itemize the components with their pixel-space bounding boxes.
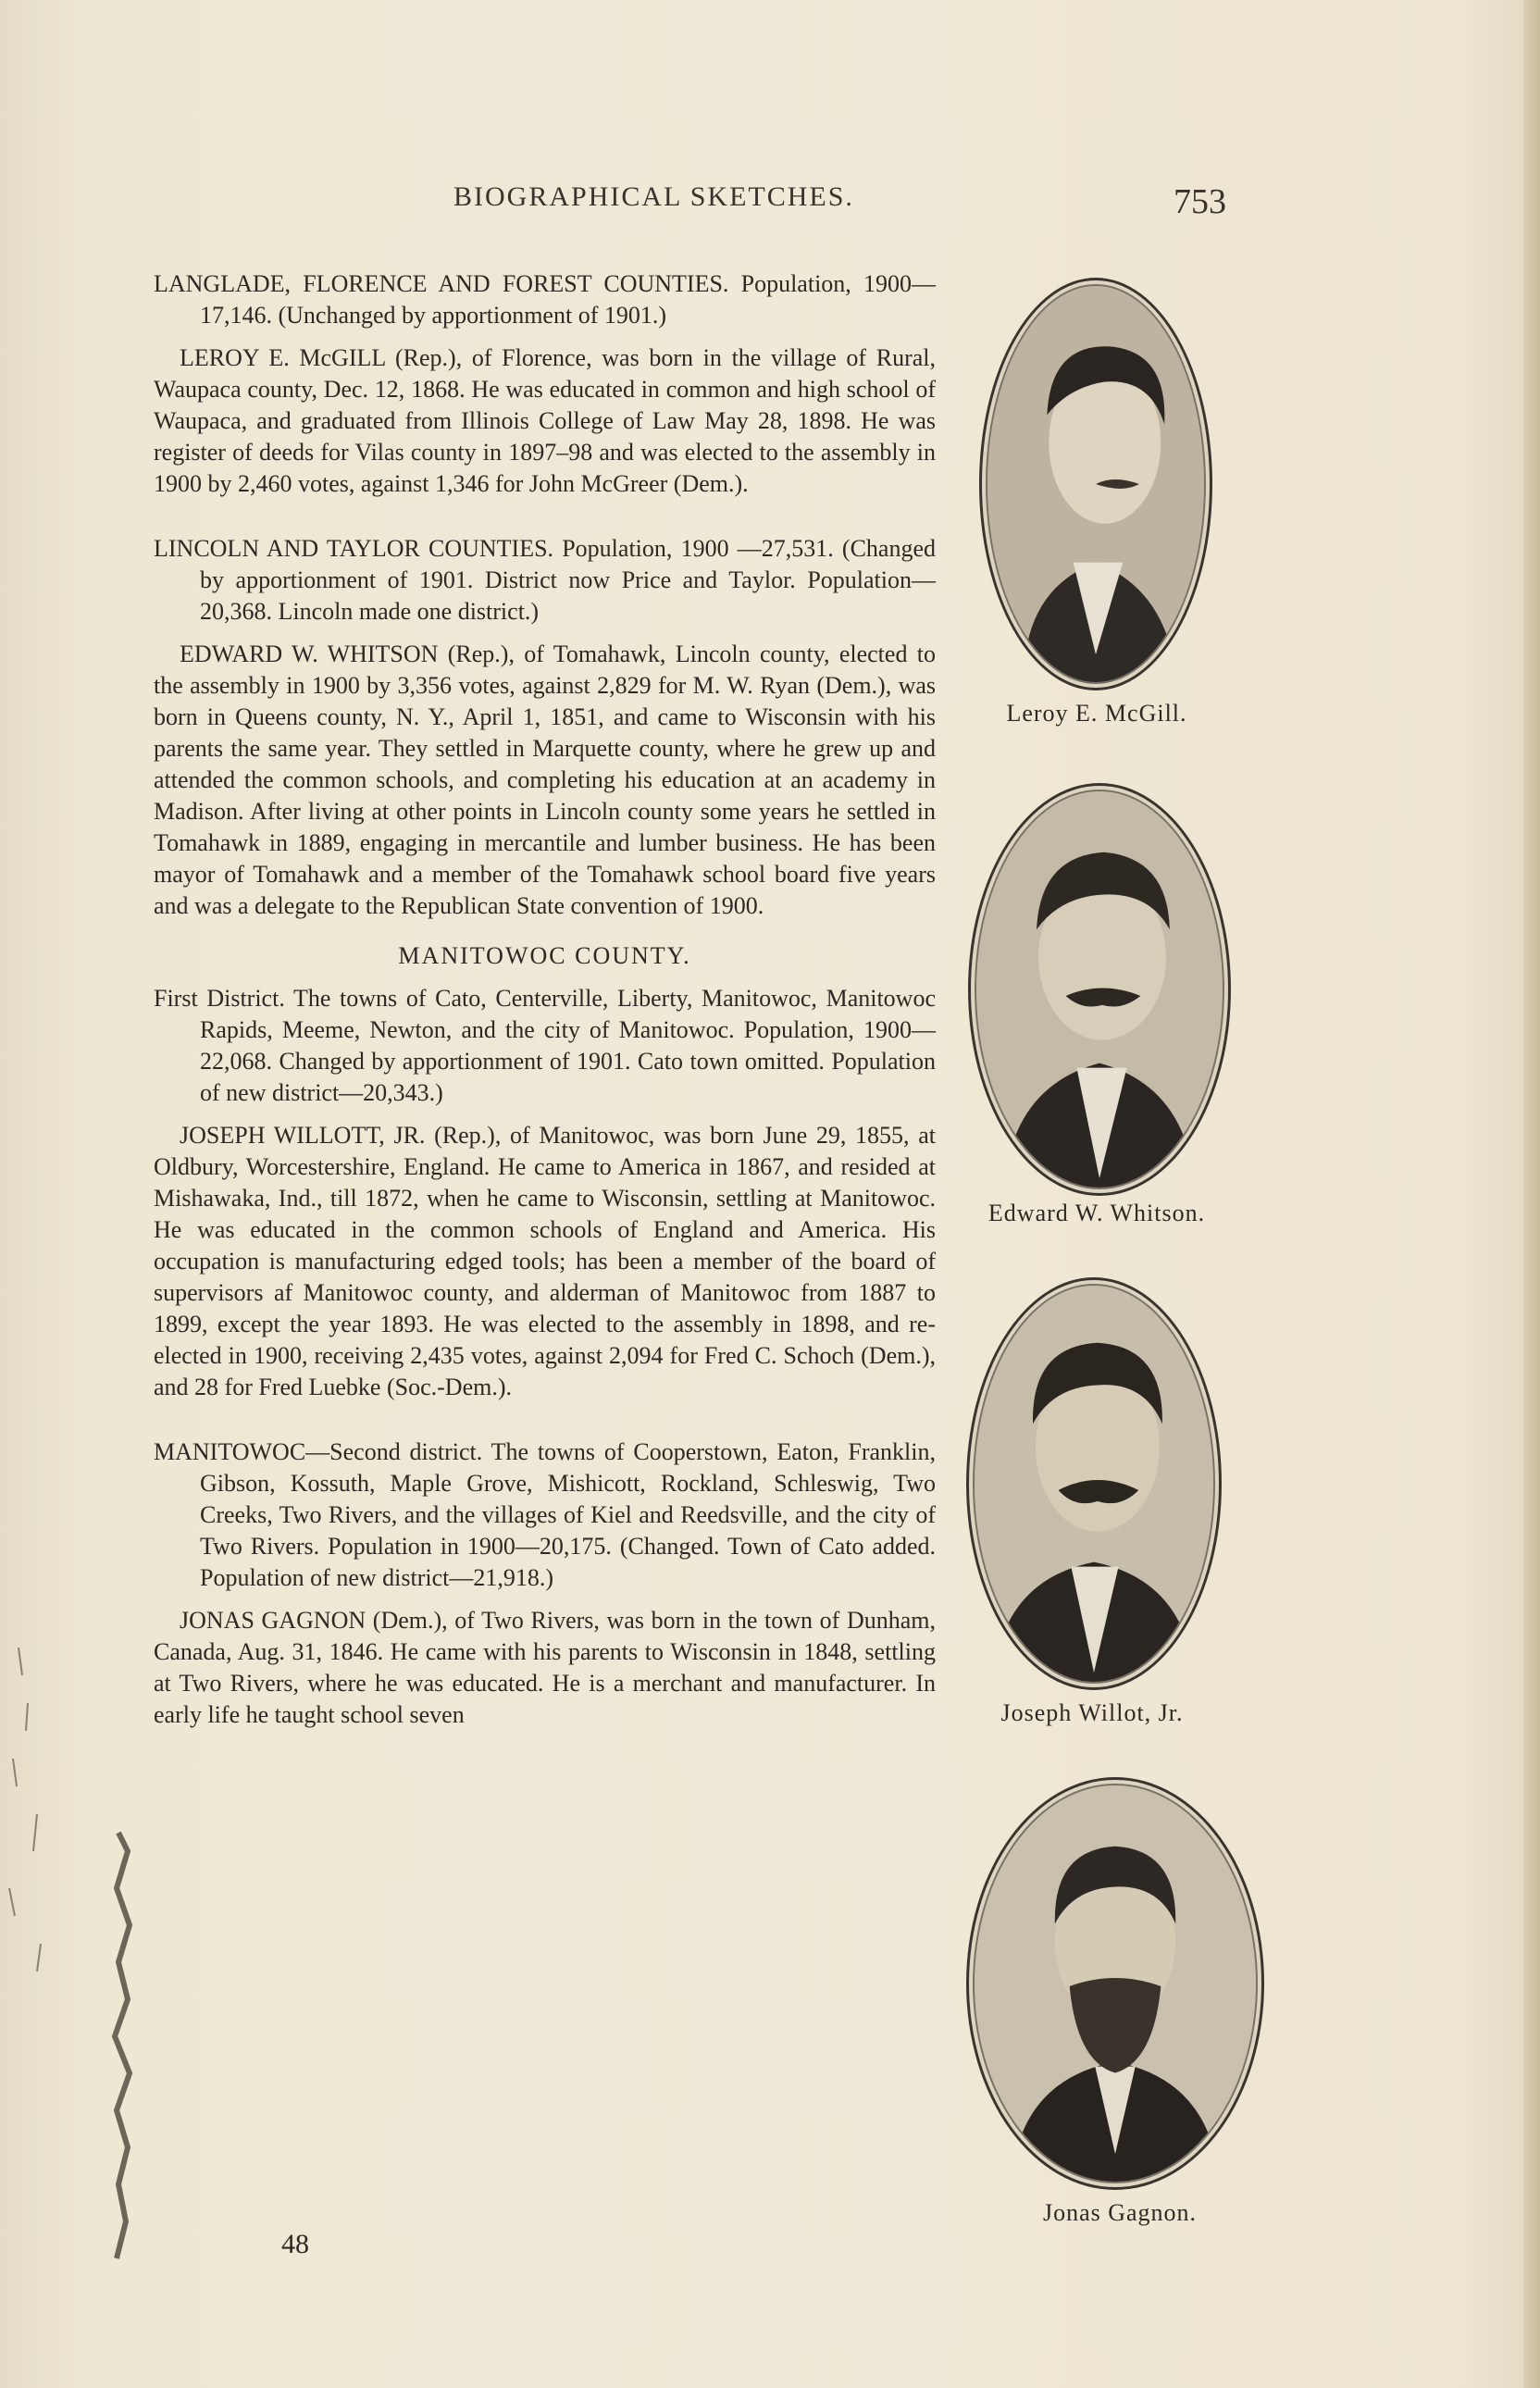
portrait-caption: Jonas Gagnon. (1042, 2199, 1198, 2226)
signature-mark: 48 (281, 2229, 309, 2259)
portrait-caption: Leroy E. McGill. (1006, 700, 1187, 727)
portrait-photo (973, 1284, 1215, 1684)
portrait-illustration (975, 1785, 1256, 2182)
portrait-photo (973, 1784, 1258, 2183)
biography-paragraph: EDWARD W. WHITSON (Rep.), of Tomahawk, Lincoln county, elected to the assembly in 1900 by 3,356 votes, against 2,829 for M. W. Ryan (Dem.), was born in Queens county, N. Y., April 1, 1851, and came to Wisconsin with his parents the same year. They settled in Marquette county, where he grew up and attended the common schools, and completing his education at an academy in Madison. After living at other points in Lincoln county some years he settled in Tomahawk in 1889, engaging in mercantile and lumber business. He has been mayor of Tomahawk and a member of the Tomahawk school board five years and was a delegate to the Republican State convention of 1900. (154, 641, 936, 919)
district-heading: LINCOLN AND TAYLOR COUNTIES. Population, 1900 —27,531. (Changed by apportionment of 1901. District now Price and Taylor. Population—20,368. Lincoln made one district.) (154, 535, 936, 625)
portrait-illustration (976, 791, 1223, 1188)
portrait-photo (975, 790, 1224, 1189)
portrait-caption: Edward W. Whitson. (987, 1200, 1206, 1226)
county-heading: MANITOWOC COUNTY. (398, 942, 691, 969)
portrait-mcgill (979, 278, 1212, 690)
biography-paragraph: JONAS GAGNON (Dem.), of Two Rivers, was born in the town of Dunham, Canada, Aug. 31, 1846. He came with his parents to Wisconsin in 1848, settling at Two Rivers, where he was educated. He is a merchant and manufacturer. In early life he taught school seven (154, 1607, 936, 1728)
portrait-gagnon (966, 1777, 1264, 2190)
portrait-willott (966, 1277, 1222, 1690)
running-head: BIOGRAPHICAL SKETCHES. (453, 181, 854, 212)
biography-paragraph: LEROY E. McGILL (Rep.), of Florence, was born in the village of Rural, Waupaca county, Dec. 12, 1868. He was educated in common and high school of Waupaca, and graduated from Illinois College of Law May 28, 1898. He was register of deeds for Vilas county in 1897–98 and was elected to the assembly in 1900 by 2,460 votes, against 1,346 for John McGreer (Dem.). (154, 344, 936, 497)
portrait-photo (986, 284, 1206, 684)
district-heading: First District. The towns of Cato, Centerville, Liberty, Manitowoc, Manitowoc Rapids, Meeme, Newton, and the city of Manitowoc. Population, 1900—22,068. Changed by apportionment of 1901. Cato town omitted. Population of new district—20,343.) (154, 985, 936, 1106)
page-number: 753 (1174, 182, 1226, 221)
biography-paragraph: JOSEPH WILLOTT, JR. (Rep.), of Manitowoc, was born June 29, 1855, at Oldbury, Worcestershire, England. He came to America in 1867, and resided at Mishawaka, Ind., till 1872, when he came to Wisconsin, settling at Manitowoc. He was educated in the common schools of England and America. His occupation is manufacturing edged tools; has been a member of the board of supervisors af Manitowoc county, and alderman of Manitowoc from 1887 to 1899, except the year 1893. He was elected to the assembly in 1898, and re-elected in 1900, receiving 2,435 votes, against 2,094 for Fred C. Schoch (Dem.), and 28 for Fred Luebke (Soc.-Dem.). (154, 1122, 936, 1400)
district-heading: MANITOWOC—Second district. The towns of Cooperstown, Eaton, Franklin, Gibson, Kossuth, Maple Grove, Mishicott, Rockland, Schleswig, Two Creeks, Two Rivers, and the villages of Kiel and Reedsville, and the city of Two Rivers. Population in 1900—20,175. (Changed. Town of Cato added. Population of new district—21,918.) (154, 1438, 936, 1591)
portrait-illustration (975, 1286, 1213, 1682)
text-column (154, 268, 936, 1742)
portrait-whitson (968, 783, 1231, 1196)
portrait-caption: Joseph Willot, Jr. (1000, 1699, 1184, 1726)
district-heading: LANGLADE, FLORENCE AND FOREST COUNTIES. Population, 1900—17,146. (Unchanged by apportionment of 1901.) (154, 270, 936, 329)
portrait-illustration (987, 286, 1204, 682)
page-edge (1523, 0, 1540, 2388)
binding-stain (0, 1370, 139, 2295)
